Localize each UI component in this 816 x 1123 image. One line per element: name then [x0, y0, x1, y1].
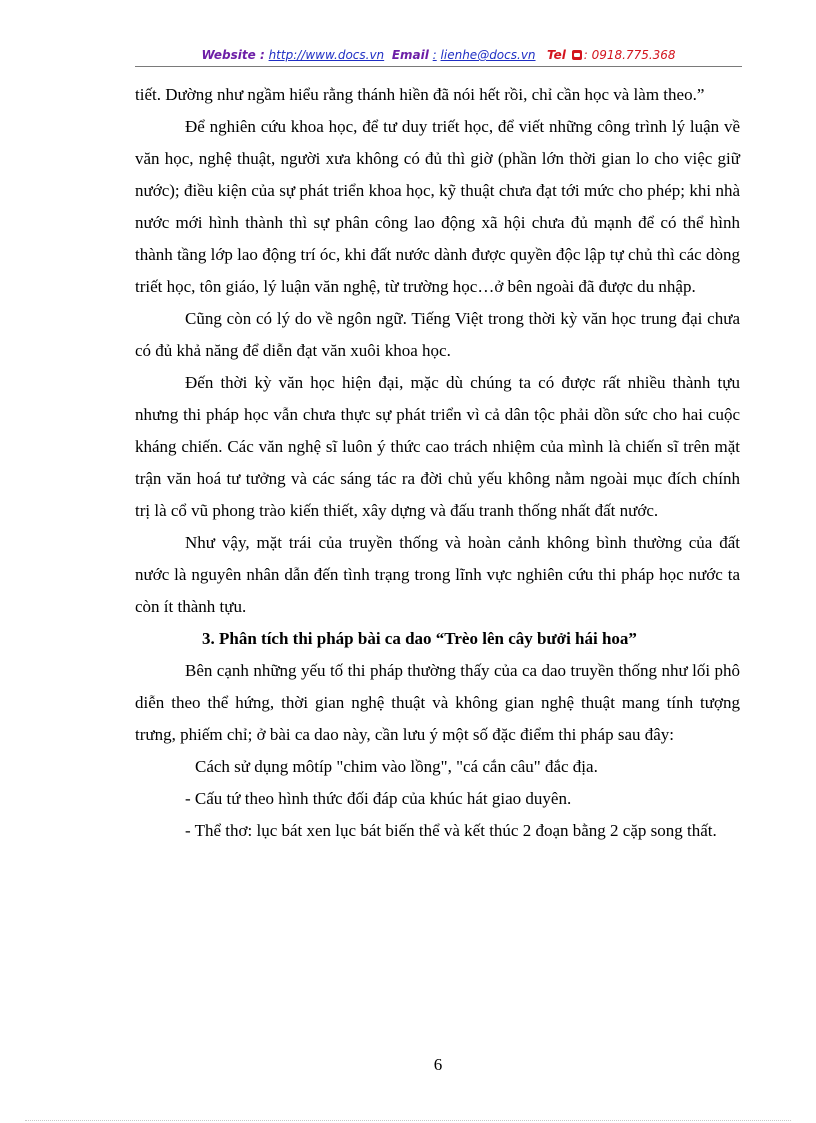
email-link[interactable]: lienhe@docs.vn	[440, 48, 536, 62]
section-heading: 3. Phân tích thi pháp bài ca dao “Trèo lên cây bưởi hái hoa”	[202, 629, 637, 648]
paragraph: Như vậy, mặt trái của truyền thống và hoàn cảnh không bình thường của đất nước là nguyên nhân dẫn đến tình trạng trong lĩnh vực nghiên cứu thi pháp học nước ta còn ít thành tựu.	[135, 533, 740, 616]
paragraph-continued: tiết. Dường như ngầm hiểu rằng thánh hiền đã nói hết rồi, chỉ cần học và làm theo.”	[135, 85, 705, 104]
website-label: Website :	[201, 48, 265, 62]
header-divider	[135, 66, 742, 67]
paragraph: Cũng còn có lý do về ngôn ngữ. Tiếng Việt trong thời kỳ văn học trung đại chưa có đủ khả năng để diễn đạt văn xuôi khoa học.	[135, 309, 740, 360]
email-label: Email	[391, 48, 429, 62]
paragraph: Đến thời kỳ văn học hiện đại, mặc dù chúng ta có được rất nhiều thành tựu nhưng thi pháp học vẫn chưa thực sự phát triển vì cả dân tộc phải dồn sức cho hai cuộc kháng chiến. Các văn nghệ sĩ luôn ý thức cao trách nhiệm của mình là chiến sĩ trên mặt trận văn hoá tư tưởng và các sáng tác ra đời chủ yếu không nằm ngoài mục đích chính trị là cổ vũ phong trào kiến thiết, xây dựng và đấu tranh thống nhất đất nước.	[135, 373, 740, 520]
tel-label: Tel	[546, 48, 566, 62]
tel-number: 0918.775.368	[591, 48, 676, 62]
list-item: - Cấu tứ theo hình thức đối đáp của khúc hát giao duyên.	[185, 789, 572, 808]
paragraph: Để nghiên cứu khoa học, để tư duy triết học, để viết những công trình lý luận về văn học, nghệ thuật, người xưa không có đủ thì giờ (phần lớn thời gian lo cho việc giữ nước); điều kiện của sự phát triển khoa học, kỹ thuật chưa đạt tới mức cho phép; khi nhà nước mới hình thành thì sự phân công lao động xã hội chưa đủ mạnh để có thể hình thành tầng lớp lao động trí óc, khi đất nước dành được quyền độc lập tự chủ thì các dòng triết học, tôn giáo, lý luận văn nghệ, từ trường học…ở bên ngoài đã được du nhập.	[135, 117, 740, 296]
page-header	[135, 47, 742, 63]
list-item: - Thể thơ: lục bát xen lục bát biến thể và kết thúc 2 đoạn bằng 2 cặp song thất.	[185, 821, 717, 840]
list-item: Cách sử dụng môtíp "chim vào lồng", "cá cắn câu" đắc địa.	[195, 757, 598, 776]
phone-icon	[572, 50, 582, 60]
website-link[interactable]: http://www.docs.vn	[268, 48, 385, 62]
tel-separator: :	[583, 48, 588, 62]
email-separator: :	[432, 48, 437, 62]
page-number: 6	[433, 1055, 443, 1074]
document-body	[135, 79, 740, 847]
footer-divider	[25, 1120, 791, 1121]
paragraph: Bên cạnh những yếu tố thi pháp thường thấy của ca dao truyền thống như lối phô diễn theo thể hứng, thời gian nghệ thuật và không gian nghệ thuật mang tính tượng trưng, phiếm chỉ; ở bài ca dao này, cần lưu ý một số đặc điểm thi pháp sau đây:	[135, 661, 740, 744]
